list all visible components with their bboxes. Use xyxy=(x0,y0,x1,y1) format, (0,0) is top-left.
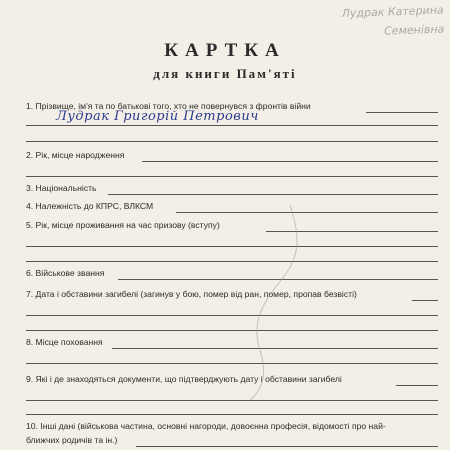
field-9-label: 9. Які і де знаходяться документи, що підтверджують дату і обставини загибелі xyxy=(26,374,342,384)
field-7-line-end xyxy=(412,300,438,301)
field-3-label: 3. Національність xyxy=(26,183,97,193)
field-5-line-3 xyxy=(26,261,438,262)
field-1-label: 1. Прізвище, ім'я та по батькові того, хто не повернувся з фронтів війни xyxy=(26,101,311,111)
margin-note-line-2: Семенівна xyxy=(383,22,445,38)
field-8-label: 8. Місце поховання xyxy=(26,337,103,347)
field-5-line-2 xyxy=(26,246,438,247)
field-9-line-2 xyxy=(26,400,438,401)
field-2-label: 2. Рік, місце народження xyxy=(26,150,125,160)
field-10-line xyxy=(136,446,438,447)
field-5-label: 5. Рік, місце проживання на час призову (вступу) xyxy=(26,220,220,230)
field-7-line-2 xyxy=(26,315,438,316)
field-1-line-2 xyxy=(26,141,438,142)
field-7-line-3 xyxy=(26,330,438,331)
field-9-line-3 xyxy=(26,414,438,415)
field-4-line xyxy=(176,212,438,213)
card-title: КАРТКА xyxy=(164,40,286,61)
field-1-line-end xyxy=(366,112,438,113)
card-subtitle: для книги Пам'яті xyxy=(153,66,297,81)
handwritten-margin-note xyxy=(303,1,444,44)
field-2-line-2 xyxy=(26,176,438,177)
field-1-value: Лудрак Григорій Петрович xyxy=(56,109,259,124)
field-8-line xyxy=(112,348,438,349)
field-1-line xyxy=(26,125,438,126)
field-3-line xyxy=(108,194,438,195)
field-10-continuation: ближчих родичів та ін.) xyxy=(26,435,118,445)
margin-note-line-1: Лудрак Катерина xyxy=(341,3,444,21)
field-6-label: 6. Військове звання xyxy=(26,268,105,278)
field-9-line-end xyxy=(396,385,438,386)
field-6-line xyxy=(118,279,438,280)
field-7-label: 7. Дата і обставини загибелі (загинув у бою, помер від ран, помер, пропав безвісті) xyxy=(26,289,357,299)
field-2-line xyxy=(142,161,438,162)
field-8-line-2 xyxy=(26,363,438,364)
field-5-line xyxy=(266,231,438,232)
field-4-label: 4. Належність до КПРС, ВЛКСМ xyxy=(26,201,154,211)
field-10-label: 10. Інші дані (військова частина, основні нагороди, довоєнна професія, відомості про най- xyxy=(26,421,386,431)
